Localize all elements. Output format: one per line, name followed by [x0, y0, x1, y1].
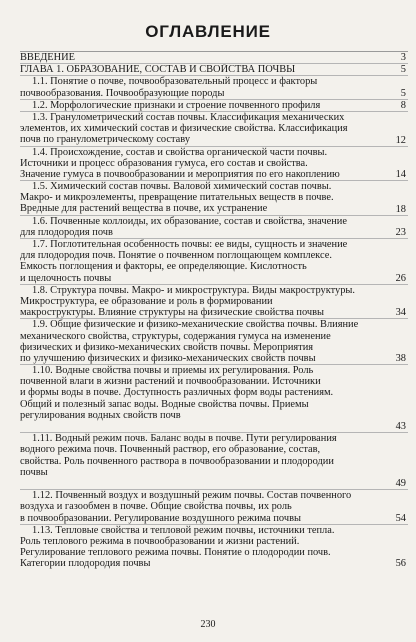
toc-entry-text: Общий и полезный запас воды. Водные свойства почвы. Приемы [20, 398, 309, 410]
toc-entry-text: 1.3. Гранулометрический состав почвы. Классификация механических [32, 111, 345, 123]
toc-entry[interactable] [20, 75, 408, 98]
toc-entry-text: Значение гумуса в почвообразовании и мероприятия по его накоплению [20, 168, 340, 180]
toc-entry[interactable] [20, 146, 408, 181]
toc-entry-text: регулирования водных свойств почв [20, 409, 181, 421]
toc-entry-line [20, 158, 408, 169]
toc-entry-line [20, 501, 408, 512]
page-title: ОГЛАВЛЕНИЕ [145, 22, 271, 41]
toc-entry-line [20, 490, 408, 501]
toc-entry-text: ВВЕДЕНИЕ [20, 52, 75, 63]
toc-entry-line [20, 273, 408, 284]
toc-entry-line [20, 387, 408, 398]
toc-entry-text: Категории плодородия почвы [20, 558, 151, 570]
toc-entry-line [20, 296, 408, 307]
toc-entry-text: водного режима почв. Почвенный раствор, его образование, состав, [20, 444, 321, 456]
toc-entry-text: воздуха и газообмен в почве. Общие свойства почвы, их роль [20, 501, 292, 513]
toc-entry-line [20, 525, 408, 536]
toc-page-number: 5 [400, 87, 406, 99]
toc-entry-line [20, 52, 408, 63]
toc-entry-text: механического свойства, структуры, содержания гумуса на изменение [20, 330, 331, 342]
toc-entry-line [20, 250, 408, 261]
toc-page-number: 56 [395, 558, 406, 570]
toc-entry-line [20, 456, 408, 467]
toc-page-number: 38 [395, 353, 406, 365]
toc-page-number: 43 [395, 421, 406, 433]
toc-entry-line [20, 365, 408, 376]
toc-entry-text: Емкость поглощения и факторы, ее определяющие. Кислотность [20, 261, 307, 273]
toc-entry[interactable] [20, 489, 408, 524]
toc-entry-line [20, 410, 408, 421]
toc-entry-line [20, 181, 408, 192]
toc-entry[interactable] [20, 238, 408, 284]
toc-entry-line [20, 261, 408, 272]
toc-entry-line [20, 444, 408, 455]
toc-entry-line [20, 227, 408, 238]
toc-entry-text: 1.11. Водный режим почв. Баланс воды в почве. Пути регулирования [32, 433, 337, 445]
toc-entry-text: для плодородия почв. Понятие о почвенном поглощающем комплексе. [20, 250, 332, 262]
toc-entry-line [20, 88, 408, 99]
toc-entry-line [20, 123, 408, 134]
toc-page-number: 54 [395, 512, 406, 524]
toc-entry-text: и щелочность почвы [20, 272, 112, 284]
toc-entry-text: в почвообразовании. Регулирование воздушного режима почвы [20, 512, 301, 524]
toc-entry[interactable] [20, 432, 408, 489]
toc-entry-line [20, 64, 408, 75]
toc-page-number: 34 [395, 307, 406, 319]
toc-entry-line [20, 547, 408, 558]
toc-entry-line [20, 399, 408, 410]
toc-page-number: 8 [400, 99, 406, 111]
toc-entry-line [20, 239, 408, 250]
toc-entry-line [20, 513, 408, 524]
toc-entry[interactable] [20, 63, 408, 75]
toc-entry-line [20, 76, 408, 87]
toc-entry[interactable] [20, 364, 408, 432]
toc-entry[interactable] [20, 524, 408, 570]
toc-entry[interactable] [20, 111, 408, 146]
toc-entry[interactable] [20, 180, 408, 215]
toc-page-number: 3 [400, 52, 406, 64]
toc-entry-text: 1.1. Понятие о почве, почвообразовательный процесс и факторы [32, 76, 318, 88]
toc-entry-line [20, 100, 408, 111]
toc-entry-line [20, 467, 408, 478]
toc-entry-text: 1.7. Поглотительная особенность почвы: ее виды, сущность и значение [32, 239, 348, 250]
toc-page-number: 14 [395, 169, 406, 181]
table-of-contents [20, 51, 408, 569]
toc-entry-line [20, 421, 408, 432]
toc-entry-text: Микроструктура, ее образование и роль в формировании [20, 295, 273, 307]
toc-entry-line [20, 169, 408, 180]
toc-entry[interactable] [20, 215, 408, 238]
toc-entry-text: Источники и процесс образования гумуса, его состав и свойства. [20, 157, 308, 169]
toc-page-number: 12 [395, 134, 406, 146]
toc-entry-text: Регулирование теплового режима почвы. Понятие о плодородии почв. [20, 547, 331, 559]
toc-entry-line [20, 216, 408, 227]
toc-entry[interactable] [20, 284, 408, 319]
toc-entry-line [20, 192, 408, 203]
toc-entry-text: по улучшению физических и физико-механических свойств почвы [20, 352, 316, 364]
toc-entry-text: 1.2. Морфологические признаки и строение почвенного профиля [32, 99, 321, 111]
toc-entry-text: для плодородия почв [20, 226, 113, 238]
toc-entry-text: 1.10. Водные свойства почвы и приемы их регулирования. Роль [32, 365, 314, 377]
toc-entry-text: макроструктуры. Влияние структуры на физические свойства почвы [20, 307, 325, 319]
toc-entry-text: свойства. Роль почвенного раствора в почвообразовании и плодородии [20, 455, 334, 467]
toc-entry-line [20, 307, 408, 318]
toc-entry-text: Роль теплового режима в почвообразовании и жизни растений. [20, 535, 300, 547]
toc-entry-text: 1.5. Химический состав почвы. Валовой химический состав почвы. [32, 181, 332, 193]
toc-entry[interactable] [20, 99, 408, 111]
toc-entry-text: ГЛАВА 1. ОБРАЗОВАНИЕ, СОСТАВ И СВОЙСТВА ПОЧВЫ [20, 64, 296, 76]
toc-entry-line [20, 147, 408, 158]
page-number: 230 [200, 619, 216, 630]
toc-entry-text: почвенной влаги в жизни растений и почвообразовании. Источники [20, 376, 321, 388]
toc-page-number: 18 [395, 203, 406, 215]
toc-entry-text: 1.12. Почвенный воздух и воздушный режим почвы. Состав почвенного [32, 490, 352, 502]
toc-entry[interactable] [20, 51, 408, 63]
toc-entry-line [20, 112, 408, 123]
toc-entry-line [20, 134, 408, 145]
toc-entry-text: физических и физико-механических свойств почвы. Мероприятия [20, 341, 314, 353]
toc-entry-text: 1.4. Происхождение, состав и свойства органической части почвы. [32, 146, 328, 158]
toc-entry-text: почвообразования. Почвообразующие породы [20, 87, 225, 99]
toc-page-number: 5 [400, 64, 406, 76]
toc-page-number: 26 [395, 272, 406, 284]
toc-entry-line [20, 203, 408, 214]
toc-entry-line [20, 342, 408, 353]
toc-entry-line [20, 319, 408, 330]
toc-entry-text: элементов, их химический состав и физические свойства. Классификация [20, 123, 348, 135]
toc-entry-text: и формы воды в почве. Доступность различных форм воды растениям. [20, 387, 334, 399]
toc-entry-line [20, 536, 408, 547]
toc-entry-text: почвы [20, 466, 48, 478]
toc-entry-text: почв по гранулометрическому составу [20, 134, 191, 146]
toc-entry-text: 1.8. Структура почвы. Макро- и микроструктура. Виды макроструктуры. [32, 284, 355, 296]
toc-entry-text: 1.13. Тепловые свойства и тепловой режим почвы, источники тепла. [32, 524, 335, 536]
toc-page-number: 23 [395, 227, 406, 238]
toc-entry-text: 1.9. Общие физические и физико-механические свойства почвы. Влияние [32, 319, 359, 331]
toc-entry-line [20, 433, 408, 444]
toc-entry-text: Макро- и микроэлементы, превращение питательных веществ в почве. [20, 192, 334, 204]
toc-page-number: 49 [395, 478, 406, 490]
toc-entry-text: Вредные для растений вещества в почве, их устранение [20, 203, 268, 215]
toc-entry-line [20, 353, 408, 364]
toc-entry-line [20, 285, 408, 296]
toc-entry-line [20, 331, 408, 342]
toc-entry-text: 1.6. Почвенные коллоиды, их образование, состав и свойства, значение [32, 215, 347, 227]
toc-entry-line [20, 478, 408, 489]
toc-entry[interactable] [20, 318, 408, 364]
toc-entry-line [20, 558, 408, 569]
toc-entry-line [20, 376, 408, 387]
